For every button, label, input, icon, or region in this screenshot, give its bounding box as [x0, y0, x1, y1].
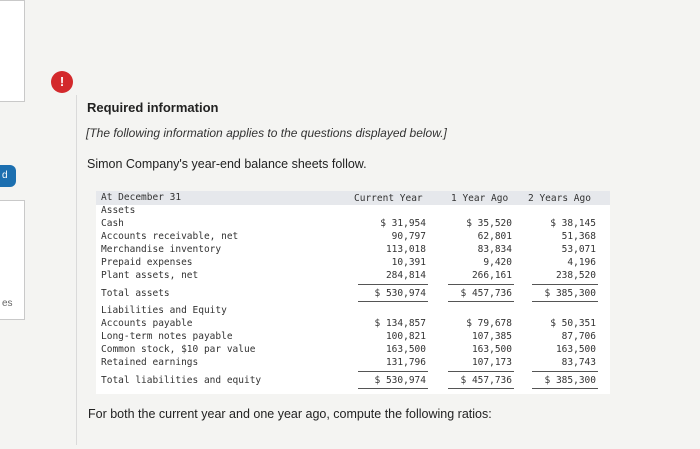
row-label: Long-term notes payable	[101, 331, 233, 342]
value-current: 284,814	[385, 270, 426, 281]
value-1yr: 107,385	[471, 331, 512, 342]
row-label: Accounts receivable, net	[101, 231, 239, 242]
table-row	[96, 270, 610, 282]
value-current: 163,500	[385, 344, 426, 355]
subtotal-rule	[358, 371, 428, 372]
value-current: $ 134,857	[374, 318, 426, 329]
value-2yr: $ 50,351	[550, 318, 596, 329]
value-2yr: 53,071	[561, 244, 596, 255]
value-1yr: 62,801	[477, 231, 512, 242]
table-row	[96, 357, 610, 369]
value-1yr: 9,420	[483, 257, 512, 268]
table-row	[96, 257, 610, 269]
subtotal-rule	[448, 371, 514, 372]
value-2yr: 4,196	[567, 257, 596, 268]
table-row	[96, 344, 610, 356]
value-2yr: 163,500	[555, 344, 596, 355]
total-liab-row	[96, 375, 610, 387]
value-2yr: $ 385,300	[544, 375, 596, 386]
col-header-2yr: 2 Years Ago	[528, 193, 591, 204]
value-current: $ 31,954	[380, 218, 426, 229]
assets-heading: Assets	[101, 205, 136, 216]
value-current: 131,796	[385, 357, 426, 368]
table-row	[96, 331, 610, 343]
value-1yr: 83,834	[477, 244, 512, 255]
total-rule	[532, 301, 598, 302]
table-row	[96, 318, 610, 330]
table-header-row	[96, 192, 610, 204]
value-current: 113,018	[385, 244, 426, 255]
liab-heading: Liabilities and Equity	[101, 305, 227, 316]
row-label: Accounts payable	[101, 318, 193, 329]
value-1yr: $ 457,736	[460, 375, 512, 386]
row-label: Total assets	[101, 288, 170, 299]
alert-glyph: !	[59, 74, 65, 89]
value-2yr: 51,368	[561, 231, 596, 242]
edge-label-es: es	[2, 298, 13, 309]
table-row	[96, 244, 610, 256]
section-divider	[76, 95, 77, 445]
subtotal-rule	[448, 284, 514, 285]
left-edge-tab[interactable]	[0, 165, 16, 187]
table-row	[96, 231, 610, 243]
total-rule	[358, 388, 428, 389]
value-2yr: 238,520	[555, 270, 596, 281]
total-rule	[532, 388, 598, 389]
row-label: Retained earnings	[101, 357, 199, 368]
balance-sheet-table	[96, 191, 610, 394]
table-row	[96, 218, 610, 230]
total-rule	[448, 301, 514, 302]
value-2yr: $ 385,300	[544, 288, 596, 299]
left-edge-panel-top	[0, 0, 25, 102]
edge-label-d: d	[2, 170, 8, 181]
value-current: 90,797	[391, 231, 426, 242]
subtotal-rule	[358, 284, 428, 285]
value-2yr: $ 38,145	[550, 218, 596, 229]
value-current: 10,391	[391, 257, 426, 268]
assets-heading-row	[96, 205, 610, 217]
value-current: $ 530,974	[374, 288, 426, 299]
row-label: Merchandise inventory	[101, 244, 222, 255]
value-current: 100,821	[385, 331, 426, 342]
intro-text: [The following information applies to the questions displayed below.]	[86, 126, 447, 140]
value-1yr: 107,173	[471, 357, 512, 368]
value-1yr: $ 35,520	[466, 218, 512, 229]
value-2yr: 83,743	[561, 357, 596, 368]
value-current: $ 530,974	[374, 375, 426, 386]
value-1yr: 266,161	[471, 270, 512, 281]
value-1yr: $ 457,736	[460, 288, 512, 299]
value-1yr: 163,500	[471, 344, 512, 355]
total-assets-row	[96, 288, 610, 300]
liab-heading-row	[96, 305, 610, 317]
col-header-1yr: 1 Year Ago	[451, 193, 509, 204]
total-rule	[358, 301, 428, 302]
total-rule	[448, 388, 514, 389]
row-label: Total liabilities and equity	[101, 375, 262, 386]
row-label: Prepaid expenses	[101, 257, 193, 268]
page-title: Required information	[87, 100, 219, 115]
header-label: At December 31	[101, 192, 182, 203]
alert-icon	[51, 71, 73, 93]
row-label: Cash	[101, 218, 124, 229]
col-header-current: Current Year	[354, 193, 423, 204]
question-text: For both the current year and one year ago, compute the following ratios:	[88, 407, 492, 421]
row-label: Common stock, $10 par value	[101, 344, 256, 355]
lead-text: Simon Company's year-end balance sheets follow.	[87, 157, 367, 171]
value-1yr: $ 79,678	[466, 318, 512, 329]
row-label: Plant assets, net	[101, 270, 199, 281]
value-2yr: 87,706	[561, 331, 596, 342]
subtotal-rule	[532, 284, 598, 285]
subtotal-rule	[532, 371, 598, 372]
